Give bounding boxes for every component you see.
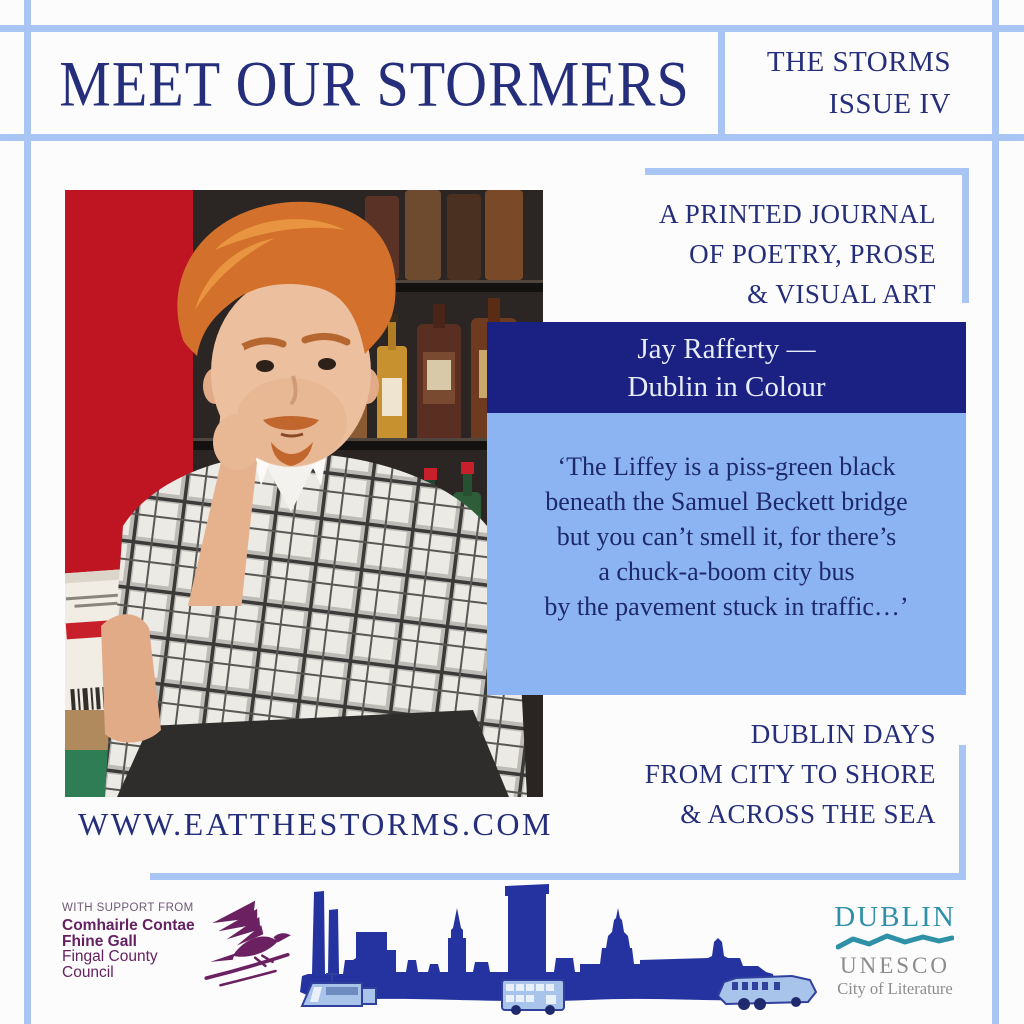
feature-title-box	[487, 322, 966, 413]
page-title-text: MEET OUR STORMERS	[59, 46, 690, 120]
fingal-bird-icon	[196, 896, 298, 994]
page-title	[31, 32, 718, 134]
journal-tagline-line3: & VISUAL ART	[747, 279, 936, 309]
issue-line1: THE STORMS	[766, 46, 951, 78]
issue-label	[725, 32, 951, 134]
dublin-tagline-line1: DUBLIN DAYS	[750, 719, 936, 749]
fingal-irish-line1: Comhairle Contae	[62, 917, 195, 934]
unesco-org-text: UNESCO	[839, 953, 950, 978]
dublin-tagline	[645, 714, 936, 834]
fingal-irish-line2: Fhine Gall	[62, 932, 137, 950]
feature-author: Jay Rafferty —	[637, 332, 816, 365]
unesco-logo	[833, 902, 957, 999]
dublin-tagline-line2: FROM CITY TO SHORE	[644, 759, 936, 789]
double-decker-bus-icon	[502, 980, 564, 1015]
feature-quote-box	[487, 413, 966, 695]
amphibious-vehicle-icon	[718, 976, 816, 1010]
author-photo	[65, 190, 543, 797]
fingal-english-line2: Council	[62, 963, 114, 981]
author-photo-illustration	[65, 190, 543, 797]
header-divider-line	[718, 32, 725, 134]
quote-line-3: but you can’t smell it, for there’s	[556, 522, 897, 551]
fingal-english-line1: Fingal County	[62, 948, 158, 965]
feature-work: Dublin in Colour	[627, 370, 826, 403]
support-label: WITH SUPPORT FROM	[62, 902, 194, 914]
quote-line-5: by the pavement stuck in traffic…’	[544, 592, 909, 621]
grid-line-header-bottom	[0, 134, 1024, 141]
dublin-skyline-silhouette	[288, 880, 822, 1020]
unesco-dublin-text: DUBLIN	[834, 901, 956, 933]
quote-line-4: a chuck-a-boom city bus	[598, 557, 855, 586]
quote-line-1: ‘The Liffey is a piss-green black	[557, 452, 896, 481]
issue-line2: ISSUE IV	[828, 88, 951, 120]
journal-tagline-line2: OF POETRY, PROSE	[689, 239, 936, 269]
unesco-wave-icon	[836, 933, 954, 951]
grid-line-top	[0, 25, 1024, 32]
dublin-tagline-line3: & ACROSS THE SEA	[680, 799, 936, 829]
journal-tagline	[659, 194, 936, 314]
quote-line-2: beneath the Samuel Beckett bridge	[545, 487, 908, 516]
grid-line-left	[24, 0, 31, 1024]
website-url[interactable]: WWW.EATTHESTORMS.COM	[78, 806, 553, 842]
grid-line-right	[992, 0, 999, 1024]
journal-tagline-line1: A PRINTED JOURNAL	[658, 199, 936, 229]
unesco-subtitle-text: City of Literature	[837, 979, 953, 998]
